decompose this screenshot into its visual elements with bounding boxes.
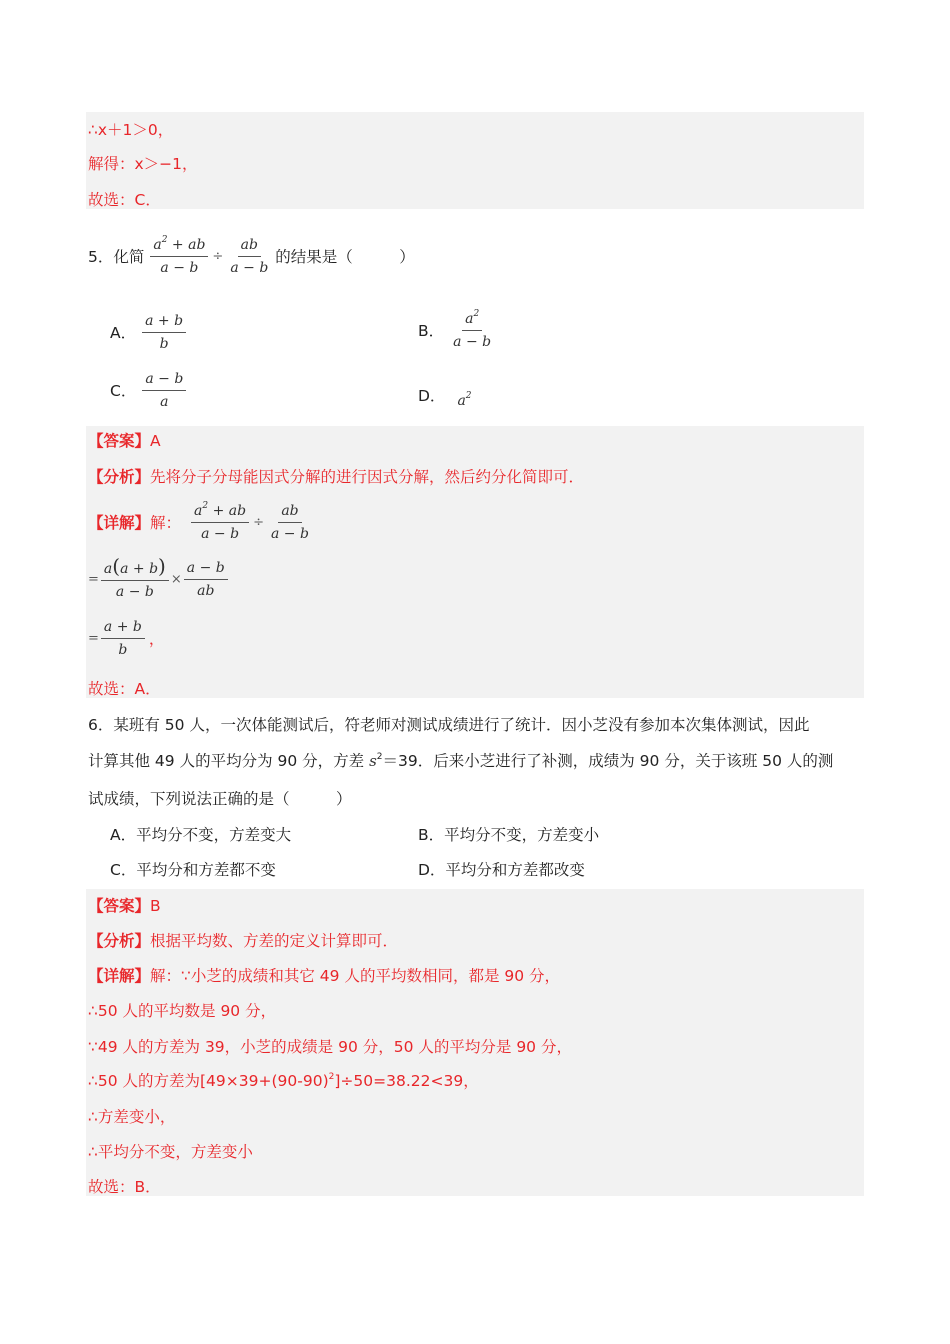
q6-detail-text: 解：∵小芝的成绩和其它 49 人的平均数相同，都是 90 分， [150,967,561,985]
q6-detail-tag: 【详解】 [88,967,151,985]
q5-detail-fraction-5: $\frac{a + b}{b}$ [101,618,145,659]
q5-detail-line-2: = $\frac{a(a + b)}{a - b}$ × $\frac{a - b}{ab}$ [88,555,228,603]
q5-detail-line-1: 【详解】 解： $\frac{a^2 + ab}{a - b}$ ÷ $\frac{ab}{a - b}$ [88,498,312,546]
question-5-suffix: 的结果是（ ） [275,248,415,266]
q6-step-5: ∴平均分不变，方差变小 [88,1143,253,1161]
q6-option-c[interactable]: C．平均分和方差都不变 [110,861,276,879]
q5-option-c[interactable]: C． $\frac{a - b}{a}$ [110,366,186,414]
q5-conclusion: 故选：A． [88,680,161,698]
prev-answer-line-1: ∴x＋1＞0， [88,121,174,139]
question-6-line-2: 计算其他 49 人的平均分为 90 分，方差 $s^2=39$．后来小芝进行了补测，成绩为 90 分，关于该班 50 人的测 [88,752,834,770]
question-6-line-3: 试成绩，下列说法正确的是（ ） [88,790,352,808]
q5-answer-value: A [150,432,161,450]
q5-analysis [88,465,584,487]
q6-conclusion: 故选：B． [88,1178,161,1196]
q5-detail-fraction-4: $\frac{a - b}{ab}$ [184,559,228,600]
q5-option-d[interactable]: D． $a^2$ [418,387,472,409]
prev-answer-line-3: 故选：C． [88,191,161,209]
q6-step-4: ∴方差变小， [88,1108,176,1126]
q6-step-1: ∴50 人的平均数是 90 分， [88,1002,277,1020]
question-5-stem: 5．化简 $\frac{a^2 + ab}{a - b}$ ÷ $\frac{ab}{a - b}$ 的结果是（ ） [88,234,415,276]
q5-analysis-tag: 【分析】 [88,468,151,486]
q6-step-2: ∵49 人的方差为 39，小芝的成绩是 90 分，50 人的平均分是 90 分， [88,1038,572,1056]
prev-answer-line-2: 解得：x＞−1， [88,155,198,173]
q5-answer [88,429,161,451]
q6-option-d[interactable]: D．平均分和方差都改变 [418,861,585,879]
q5-detail-fraction-3: $\frac{a(a + b)}{a - b}$ [101,557,169,601]
question-5-number: 5．化简 [88,248,145,266]
q5-option-b-fraction: $\frac{a^2}{a - b}$ [453,308,492,350]
q5-option-b[interactable]: B． $\frac{a^2}{a - b}$ [418,306,494,354]
q6-analysis [88,929,398,951]
q5-analysis-text: 先将分子分母能因式分解的进行因式分解，然后约分化简即可． [150,468,585,486]
q5-option-a-fraction: $\frac{a + b}{b}$ [142,312,186,353]
q5-option-c-fraction: $\frac{a - b}{a}$ [142,370,186,411]
question-6-line-1: 6．某班有 50 人，一次体能测试后，符老师对测试成绩进行了统计．因小芝没有参加本次集体测试，因此 [88,716,810,734]
q5-option-d-expr: $a^2$ [457,391,472,409]
q5-detail-intro: 解： [150,514,182,532]
q5-detail-tag: 【详解】 [88,514,151,532]
q6-analysis-text: 根据平均数、方差的定义计算即可． [150,932,399,950]
q6-answer-tag: 【答案】 [88,897,151,915]
q6-answer [88,894,161,916]
q6-option-b[interactable]: B．平均分不变，方差变小 [418,826,600,844]
q5-option-a[interactable]: A． $\frac{a + b}{b}$ [110,308,186,356]
q6-option-a[interactable]: A．平均分不变，方差变大 [110,826,292,844]
q5-fraction-2: $\frac{ab}{a - b}$ [230,236,269,276]
prev-answer-box [86,112,864,209]
q5-detail-fraction-2: $\frac{ab}{a - b}$ [270,502,309,542]
q5-detail-fraction-1: $\frac{a^2 + ab}{a - b}$ [191,502,249,543]
q6-answer-value: B [150,897,161,915]
q6-detail [88,964,560,986]
q5-answer-tag: 【答案】 [88,432,151,450]
q5-fraction-1: $\frac{a^2 + ab}{a - b}$ [150,236,208,277]
q5-detail-line-3: = $\frac{a + b}{b}$ ， [88,618,165,658]
q6-step-3: ∴50 人的方差为$[49\times 39+(90-90)^2]\div 50=38.22<39$， [88,1072,479,1090]
q6-analysis-tag: 【分析】 [88,932,151,950]
